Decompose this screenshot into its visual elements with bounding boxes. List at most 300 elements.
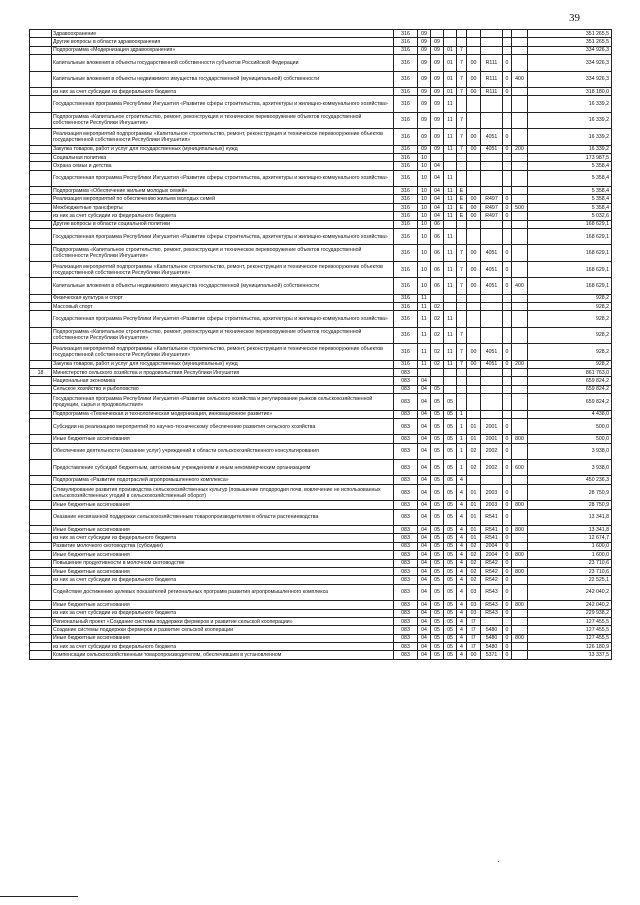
code-cell-c6 [467, 30, 481, 38]
table-row [30, 609, 612, 617]
code-cell-c5: 4 [457, 601, 467, 609]
code-cell-c3: 05 [431, 576, 444, 584]
amount-cell: 127 455,5 [528, 617, 612, 625]
code-cell-c5: 7 [457, 278, 467, 294]
code-cell-c8: 0 [503, 195, 512, 203]
code-cell-c4: 05 [444, 460, 457, 476]
code-cell-c7: 5480 [481, 643, 503, 651]
code-cell-c1: 083 [394, 634, 418, 642]
code-cell-c1: 316 [394, 261, 418, 277]
code-cell-c7: 2003 [481, 484, 503, 500]
code-cell-c6: 00 [467, 87, 481, 95]
table-row [30, 203, 612, 211]
code-cell-c2: 04 [418, 551, 431, 559]
code-cell-c8 [503, 38, 512, 46]
amount-cell: 16 339,2 [528, 112, 612, 128]
code-cell-c6: I7 [467, 617, 481, 625]
code-cell-c5: 7 [457, 55, 467, 71]
code-cell-c9 [512, 626, 528, 634]
code-cell-c4: 05 [444, 559, 457, 567]
code-cell-c3: 04 [431, 187, 444, 195]
code-cell-c5: Е [457, 212, 467, 220]
code-cell-c7: R111 [481, 55, 503, 71]
code-cell-c6: 01 [467, 418, 481, 434]
code-cell-c8: 0 [503, 584, 512, 600]
code-cell-c2: 09 [418, 145, 431, 153]
row-number-cell [30, 643, 52, 651]
amount-cell: 928,2 [528, 327, 612, 343]
code-cell-c4: 05 [444, 601, 457, 609]
row-number-cell [30, 278, 52, 294]
code-cell-c8 [503, 385, 512, 393]
amount-cell: 5 358,4 [528, 170, 612, 186]
code-cell-c4: 05 [444, 476, 457, 484]
code-cell-c5: 1 [457, 460, 467, 476]
code-cell-c6: 00 [467, 203, 481, 211]
code-cell-c5: 4 [457, 609, 467, 617]
code-cell-c2: 10 [418, 229, 431, 245]
item-name-cell: Другие вопросы в области социальной политики [52, 220, 394, 228]
table-row [30, 30, 612, 38]
item-name-cell: Содействие достижению целевых показателей региональных программ развития агропромышленного комплекса [52, 584, 394, 600]
item-name-cell: Создание системы поддержки фермеров и развитие сельской кооперации [52, 626, 394, 634]
code-cell-c2: 09 [418, 38, 431, 46]
code-cell-c7: R543 [481, 601, 503, 609]
table-row [30, 344, 612, 360]
row-number-cell [30, 212, 52, 220]
code-cell-c2: 04 [418, 526, 431, 534]
code-cell-c1: 316 [394, 302, 418, 310]
row-number-cell [30, 87, 52, 95]
code-cell-c5: 4 [457, 567, 467, 575]
item-name-cell: Иные бюджетные ассигнования [52, 501, 394, 509]
code-cell-c9: 400 [512, 278, 528, 294]
code-cell-c7 [481, 46, 503, 54]
item-name-cell: Реализация мероприятий подпрограммы «Капитальное строительство, ремонт, реконструкция и техническое перевооружение объектов государственной собственности Республики Ингушетия» [52, 261, 394, 277]
code-cell-c1: 316 [394, 96, 418, 112]
amount-cell: 229 938,2 [528, 609, 612, 617]
bottom-rule [0, 896, 78, 897]
code-cell-c9 [512, 484, 528, 500]
code-cell-c9 [512, 162, 528, 170]
table-row [30, 501, 612, 509]
row-number-cell [30, 145, 52, 153]
table-row [30, 377, 612, 385]
code-cell-c5 [457, 368, 467, 376]
code-cell-c4 [444, 377, 457, 385]
code-cell-c8 [503, 162, 512, 170]
code-cell-c1: 316 [394, 187, 418, 195]
table-row [30, 460, 612, 476]
code-cell-c3 [431, 294, 444, 302]
amount-cell: 13 341,8 [528, 526, 612, 534]
table-row [30, 87, 612, 95]
code-cell-c3: 05 [431, 418, 444, 434]
code-cell-c7 [481, 170, 503, 186]
code-cell-c1: 083 [394, 394, 418, 410]
code-cell-c1: 083 [394, 368, 418, 376]
code-cell-c5 [457, 311, 467, 327]
code-cell-c7 [481, 187, 503, 195]
table-row [30, 162, 612, 170]
code-cell-c9 [512, 576, 528, 584]
table-row [30, 294, 612, 302]
code-cell-c2: 04 [418, 385, 431, 393]
code-cell-c9: 400 [512, 71, 528, 87]
code-cell-c6: 00 [467, 245, 481, 261]
code-cell-c1: 083 [394, 435, 418, 443]
code-cell-c4: 11 [444, 327, 457, 343]
code-cell-c4: 11 [444, 96, 457, 112]
code-cell-c8 [503, 229, 512, 245]
code-cell-c5: 4 [457, 576, 467, 584]
code-cell-c7: 5480 [481, 626, 503, 634]
code-cell-c7: R497 [481, 212, 503, 220]
code-cell-c8: 0 [503, 509, 512, 525]
amount-cell: 500,0 [528, 418, 612, 434]
row-number-cell [30, 112, 52, 128]
code-cell-c1: 083 [394, 385, 418, 393]
code-cell-c9 [512, 643, 528, 651]
code-cell-c1: 083 [394, 609, 418, 617]
table-row [30, 394, 612, 410]
code-cell-c9 [512, 129, 528, 145]
code-cell-c5: 4 [457, 626, 467, 634]
code-cell-c3: 04 [431, 170, 444, 186]
code-cell-c9 [512, 385, 528, 393]
table-row [30, 601, 612, 609]
code-cell-c3: 05 [431, 542, 444, 550]
code-cell-c4: 01 [444, 55, 457, 71]
code-cell-c2: 04 [418, 576, 431, 584]
code-cell-c4 [444, 220, 457, 228]
code-cell-c2: 04 [418, 634, 431, 642]
code-cell-c1: 316 [394, 212, 418, 220]
code-cell-c4: 01 [444, 87, 457, 95]
code-cell-c3: 05 [431, 509, 444, 525]
code-cell-c1: 083 [394, 484, 418, 500]
row-number-cell [30, 311, 52, 327]
code-cell-c3: 02 [431, 360, 444, 368]
code-cell-c3: 05 [431, 601, 444, 609]
code-cell-c7: 4051 [481, 245, 503, 261]
row-number-cell [30, 245, 52, 261]
code-cell-c1: 316 [394, 38, 418, 46]
amount-cell: 351 265,5 [528, 30, 612, 38]
code-cell-c8: 0 [503, 344, 512, 360]
code-cell-c1: 083 [394, 576, 418, 584]
row-number-cell [30, 220, 52, 228]
code-cell-c4: 11 [444, 170, 457, 186]
code-cell-c7 [481, 394, 503, 410]
code-cell-c8: 0 [503, 567, 512, 575]
amount-cell: 168 629,1 [528, 245, 612, 261]
amount-cell: 5 358,4 [528, 195, 612, 203]
item-name-cell: Физическая культура и спорт [52, 294, 394, 302]
code-cell-c3: 05 [431, 385, 444, 393]
amount-cell: 334 926,3 [528, 71, 612, 87]
code-cell-c7 [481, 311, 503, 327]
code-cell-c4: 05 [444, 626, 457, 634]
code-cell-c9 [512, 87, 528, 95]
code-cell-c9: 800 [512, 551, 528, 559]
code-cell-c5: 7 [457, 360, 467, 368]
code-cell-c2: 04 [418, 542, 431, 550]
code-cell-c1: 083 [394, 534, 418, 542]
code-cell-c6 [467, 327, 481, 343]
table-row [30, 71, 612, 87]
code-cell-c9 [512, 153, 528, 161]
table-row [30, 418, 612, 434]
code-cell-c3: 05 [431, 484, 444, 500]
code-cell-c9 [512, 584, 528, 600]
amount-cell: 23 710,6 [528, 567, 612, 575]
amount-cell: 928,2 [528, 360, 612, 368]
amount-cell: 3 938,0 [528, 443, 612, 459]
code-cell-c6: 00 [467, 278, 481, 294]
code-cell-c7: R111 [481, 71, 503, 87]
code-cell-c5: 4 [457, 476, 467, 484]
code-cell-c2: 11 [418, 344, 431, 360]
code-cell-c9 [512, 46, 528, 54]
code-cell-c2: 04 [418, 418, 431, 434]
row-number-cell [30, 203, 52, 211]
row-number-cell [30, 96, 52, 112]
code-cell-c5: Е [457, 203, 467, 211]
row-number-cell [30, 501, 52, 509]
amount-cell: 173 987,5 [528, 153, 612, 161]
code-cell-c6 [467, 187, 481, 195]
item-name-cell: Предоставление субсидий бюджетным, автономным учреждениям и иным некоммерческим организациям [52, 460, 394, 476]
item-name-cell: Развитие молочного скотоводства (субсидии) [52, 542, 394, 550]
code-cell-c3: 04 [431, 212, 444, 220]
code-cell-c3: 06 [431, 278, 444, 294]
code-cell-c5: 7 [457, 261, 467, 277]
code-cell-c1: 083 [394, 418, 418, 434]
row-number-cell [30, 229, 52, 245]
code-cell-c4: 05 [444, 576, 457, 584]
code-cell-c5: 7 [457, 245, 467, 261]
code-cell-c3: 05 [431, 617, 444, 625]
code-cell-c2: 04 [418, 567, 431, 575]
code-cell-c2: 04 [418, 410, 431, 418]
amount-cell: 1 600,0 [528, 551, 612, 559]
code-cell-c6: 03 [467, 609, 481, 617]
item-name-cell: Подпрограмма «Модернизация здравоохранения» [52, 46, 394, 54]
code-cell-c2: 04 [418, 509, 431, 525]
code-cell-c2: 04 [418, 651, 431, 659]
code-cell-c6 [467, 476, 481, 484]
row-number-cell [30, 542, 52, 550]
code-cell-c8: 0 [503, 651, 512, 659]
code-cell-c2: 10 [418, 195, 431, 203]
code-cell-c3: 05 [431, 651, 444, 659]
item-name-cell: Реализация мероприятий по обеспечению жильем молодых семей [52, 195, 394, 203]
code-cell-c5: Е [457, 195, 467, 203]
code-cell-c1: 316 [394, 344, 418, 360]
code-cell-c7: R542 [481, 567, 503, 575]
row-number-cell [30, 327, 52, 343]
code-cell-c3: 06 [431, 261, 444, 277]
code-cell-c2: 10 [418, 245, 431, 261]
row-number-cell [30, 576, 52, 584]
code-cell-c9 [512, 609, 528, 617]
row-number-cell [30, 484, 52, 500]
code-cell-c2: 04 [418, 617, 431, 625]
code-cell-c2: 04 [418, 377, 431, 385]
row-number-cell [30, 344, 52, 360]
code-cell-c4 [444, 302, 457, 310]
row-number-cell [30, 55, 52, 71]
code-cell-c1: 083 [394, 509, 418, 525]
table-row [30, 651, 612, 659]
code-cell-c3: 05 [431, 567, 444, 575]
code-cell-c4 [444, 385, 457, 393]
item-name-cell: Межбюджетные трансферты [52, 203, 394, 211]
code-cell-c5: 4 [457, 643, 467, 651]
item-name-cell: Субсидии на реализацию мероприятий по научно-техническому обеспечению развития сельского хозяйства [52, 418, 394, 434]
code-cell-c9 [512, 443, 528, 459]
item-name-cell: Капитальные вложения в объекты государственной собственности субъектов Российской Федерации [52, 55, 394, 71]
code-cell-c6 [467, 294, 481, 302]
code-cell-c9 [512, 55, 528, 71]
code-cell-c8: 0 [503, 626, 512, 634]
amount-cell: 334 926,3 [528, 55, 612, 71]
code-cell-c6 [467, 170, 481, 186]
code-cell-c7: 2002 [481, 443, 503, 459]
item-name-cell: Сельское хозяйство и рыболовство [52, 385, 394, 393]
code-cell-c5: 7 [457, 145, 467, 153]
code-cell-c1: 316 [394, 162, 418, 170]
row-number-cell [30, 71, 52, 87]
table-row [30, 229, 612, 245]
code-cell-c4: 05 [444, 443, 457, 459]
table-row [30, 302, 612, 310]
item-name-cell: из них за счет субсидии из федерального бюджета [52, 87, 394, 95]
code-cell-c4: 01 [444, 46, 457, 54]
code-cell-c3: 04 [431, 203, 444, 211]
code-cell-c7: 2004 [481, 551, 503, 559]
row-number-cell [30, 261, 52, 277]
code-cell-c6: 01 [467, 534, 481, 542]
code-cell-c3: 04 [431, 162, 444, 170]
item-name-cell: Реализация мероприятий подпрограммы «Капитальное строительство, ремонт, реконструкция и техническое перевооружение объектов государственной собственности Республики Ингушетия» [52, 129, 394, 145]
code-cell-c9 [512, 509, 528, 525]
code-cell-c8: 0 [503, 435, 512, 443]
code-cell-c4: 11 [444, 195, 457, 203]
code-cell-c3: 05 [431, 584, 444, 600]
code-cell-c9: 800 [512, 501, 528, 509]
item-name-cell: Иные бюджетные ассигнования [52, 435, 394, 443]
amount-cell: 1 600,0 [528, 542, 612, 550]
code-cell-c9: 200 [512, 145, 528, 153]
code-cell-c1: 083 [394, 567, 418, 575]
code-cell-c8: 0 [503, 212, 512, 220]
code-cell-c4 [444, 153, 457, 161]
code-cell-c6 [467, 368, 481, 376]
code-cell-c3: 09 [431, 96, 444, 112]
amount-cell: 928,2 [528, 294, 612, 302]
code-cell-c3 [431, 30, 444, 38]
code-cell-c6: 00 [467, 261, 481, 277]
table-row [30, 46, 612, 54]
amount-cell: 13 341,8 [528, 509, 612, 525]
code-cell-c4: 05 [444, 501, 457, 509]
code-cell-c8: 0 [503, 129, 512, 145]
code-cell-c2: 04 [418, 534, 431, 542]
amount-cell: 126 180,9 [528, 643, 612, 651]
amount-cell: 318 180,0 [528, 87, 612, 95]
row-number-cell [30, 435, 52, 443]
code-cell-c7: 5371 [481, 651, 503, 659]
item-name-cell: Государственная программа Республики Ингушетия «Развитие сферы строительства, архитектуры и жилищно-коммунального хозяйства» [52, 229, 394, 245]
code-cell-c4: 05 [444, 542, 457, 550]
code-cell-c7 [481, 368, 503, 376]
code-cell-c7 [481, 112, 503, 128]
code-cell-c9 [512, 212, 528, 220]
table-row [30, 435, 612, 443]
code-cell-c8 [503, 153, 512, 161]
code-cell-c3: 05 [431, 435, 444, 443]
code-cell-c8: 0 [503, 559, 512, 567]
table-row [30, 368, 612, 376]
item-name-cell: Закупка товаров, работ и услуг для государственных (муниципальных) нужд [52, 145, 394, 153]
code-cell-c2: 04 [418, 484, 431, 500]
code-cell-c9: 500 [512, 203, 528, 211]
code-cell-c3: 09 [431, 87, 444, 95]
code-cell-c8: 0 [503, 551, 512, 559]
code-cell-c4: 05 [444, 435, 457, 443]
item-name-cell: Иные бюджетные ассигнования [52, 634, 394, 642]
code-cell-c5 [457, 38, 467, 46]
code-cell-c9 [512, 170, 528, 186]
code-cell-c8 [503, 302, 512, 310]
table-row [30, 327, 612, 343]
code-cell-c8: 0 [503, 87, 512, 95]
amount-cell: 928,2 [528, 344, 612, 360]
code-cell-c7: 5480 [481, 634, 503, 642]
code-cell-c5: 1 [457, 410, 467, 418]
code-cell-c8: 0 [503, 245, 512, 261]
code-cell-c4: 11 [444, 129, 457, 145]
item-name-cell: Региональный проект «Создание системы поддержки фермеров и развитие сельской кооперации» [52, 617, 394, 625]
code-cell-c3: 06 [431, 245, 444, 261]
amount-cell: 351 265,5 [528, 38, 612, 46]
code-cell-c2: 10 [418, 212, 431, 220]
item-name-cell: Подпрограмма «Техническая и технологическая модернизация, инновационное развитие» [52, 410, 394, 418]
code-cell-c5: 4 [457, 559, 467, 567]
row-number-cell [30, 626, 52, 634]
code-cell-c6 [467, 394, 481, 410]
code-cell-c2: 11 [418, 311, 431, 327]
code-cell-c5 [457, 229, 467, 245]
code-cell-c4 [444, 38, 457, 46]
code-cell-c6: 02 [467, 559, 481, 567]
row-number-cell [30, 567, 52, 575]
item-name-cell: Социальная политика [52, 153, 394, 161]
code-cell-c1: 083 [394, 651, 418, 659]
code-cell-c7: R497 [481, 195, 503, 203]
code-cell-c3: 05 [431, 559, 444, 567]
code-cell-c3: 04 [431, 195, 444, 203]
code-cell-c4: 11 [444, 278, 457, 294]
code-cell-c6 [467, 311, 481, 327]
code-cell-c2: 04 [418, 559, 431, 567]
code-cell-c9: 800 [512, 634, 528, 642]
code-cell-c7 [481, 617, 503, 625]
table-row [30, 145, 612, 153]
code-cell-c7: 4051 [481, 129, 503, 145]
